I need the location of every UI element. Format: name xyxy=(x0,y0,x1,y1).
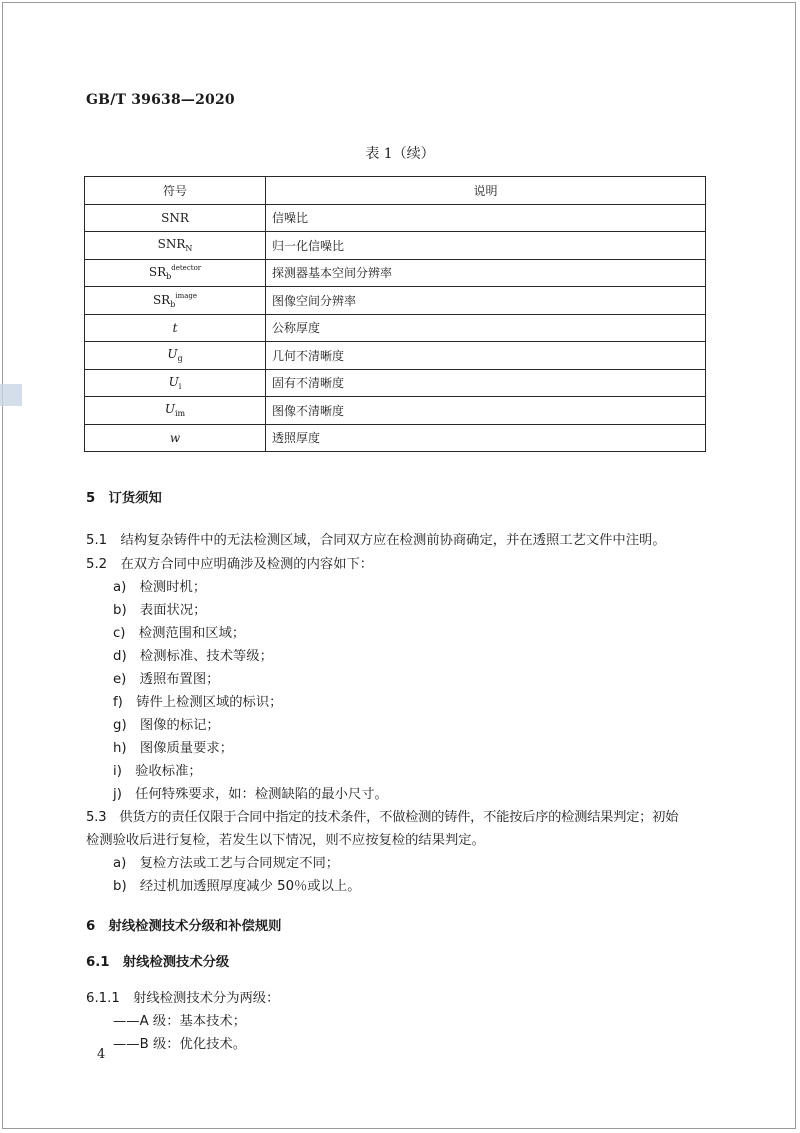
description-cell: 归一化信噪比 xyxy=(266,232,706,260)
table-header-row xyxy=(85,177,706,205)
symbol-base: t xyxy=(172,320,178,335)
table-row xyxy=(85,232,706,260)
table-row xyxy=(85,204,706,232)
section-6-1-heading: 6.1 射线检测技术分级 xyxy=(86,955,230,970)
clause-5-3: 5.3 供货方的责任仅限于合同中指定的技术条件，不做检测的铸件，不能按后序的检测结果判定；初始 xyxy=(86,810,679,825)
section-6-heading: 6 射线检测技术分级和补偿规则 xyxy=(86,919,282,934)
clause-5-3-continued: 检测验收后进行复检，若发生以下情况，则不应按复检的结果判定。 xyxy=(86,833,485,848)
symbol-subscript: i xyxy=(178,381,182,391)
clause-5-2: 5.2 在双方合同中应明确涉及检测的内容如下： xyxy=(86,557,374,572)
symbol-subscript: b xyxy=(170,299,176,309)
page-number: 4 xyxy=(97,1047,106,1062)
table-caption: 表 1（续） xyxy=(365,146,435,162)
symbol-base: w xyxy=(169,430,181,445)
symbol-cell xyxy=(85,204,266,232)
symbol-base: SNR xyxy=(157,237,186,252)
symbol-cell xyxy=(85,369,266,397)
description-cell: 信噪比 xyxy=(266,204,706,232)
list-item: f) 铸件上检测区域的标识； xyxy=(113,695,283,710)
symbol-cell xyxy=(85,424,266,452)
header-description: 说明 xyxy=(266,177,706,205)
list-item: j) 任何特殊要求，如：检测缺陷的最小尺寸。 xyxy=(113,787,388,802)
symbol-base: U xyxy=(167,347,178,362)
description-cell: 图像不清晰度 xyxy=(266,397,706,425)
list-item: c) 检测范围和区域； xyxy=(113,626,246,641)
symbol-base: U xyxy=(164,402,175,417)
symbol-base: SR xyxy=(152,292,171,307)
symbol-table xyxy=(84,176,706,452)
symbol-cell xyxy=(85,259,266,287)
list-item: i) 验收标准； xyxy=(113,764,202,779)
description-cell: 公称厚度 xyxy=(266,314,706,342)
table-row xyxy=(85,342,706,370)
table-row xyxy=(85,314,706,342)
standard-code: GB/T 39638—2020 xyxy=(86,92,235,108)
symbol-subscript: N xyxy=(185,244,193,254)
table-row xyxy=(85,397,706,425)
description-cell: 几何不清晰度 xyxy=(266,342,706,370)
symbol-base: U xyxy=(168,374,179,389)
list-item: h) 图像质量要求； xyxy=(113,741,233,756)
section-5-heading: 5 订货须知 xyxy=(86,491,162,506)
table-row xyxy=(85,369,706,397)
symbol-cell xyxy=(85,287,266,315)
table-row xyxy=(85,259,706,287)
description-cell: 探测器基本空间分辨率 xyxy=(266,259,706,287)
symbol-cell xyxy=(85,314,266,342)
list-item: a) 检测时机； xyxy=(113,580,207,595)
list-item: a) 复检方法或工艺与合同规定不同； xyxy=(113,856,340,871)
symbol-cell xyxy=(85,232,266,260)
symbol-subscript: b xyxy=(166,272,172,282)
description-cell: 透照厚度 xyxy=(266,424,706,452)
list-item: b) 经过机加透照厚度减少 50％或以上。 xyxy=(113,879,361,894)
side-tab-mark xyxy=(0,384,22,406)
list-item: d) 检测标准、技术等级； xyxy=(113,649,273,664)
symbol-subscript: g xyxy=(177,354,183,364)
list-item: b) 表面状况； xyxy=(113,603,207,618)
symbol-base: SNR xyxy=(161,210,189,225)
list-item: g) 图像的标记； xyxy=(113,718,220,733)
symbol-superscript: image xyxy=(175,291,198,300)
header-symbol: 符号 xyxy=(85,177,266,205)
level-b-item: ——B 级：优化技术。 xyxy=(113,1037,247,1052)
symbol-base: SR xyxy=(148,265,167,280)
list-item: e) 透照布置图； xyxy=(113,672,220,687)
symbol-subscript: im xyxy=(174,409,186,419)
description-cell: 固有不清晰度 xyxy=(266,369,706,397)
clause-6-1-1: 6.1.1 射线检测技术分为两级： xyxy=(86,991,280,1006)
symbol-superscript: detector xyxy=(171,264,202,273)
clause-5-1: 5.1 结构复杂铸件中的无法检测区域，合同双方应在检测前协商确定，并在透照工艺文件中注明。 xyxy=(86,533,666,548)
table-row xyxy=(85,424,706,452)
table-row xyxy=(85,287,706,315)
level-a-item: ——A 级：基本技术； xyxy=(113,1014,246,1029)
symbol-cell xyxy=(85,397,266,425)
symbol-cell xyxy=(85,342,266,370)
description-cell: 图像空间分辨率 xyxy=(266,287,706,315)
